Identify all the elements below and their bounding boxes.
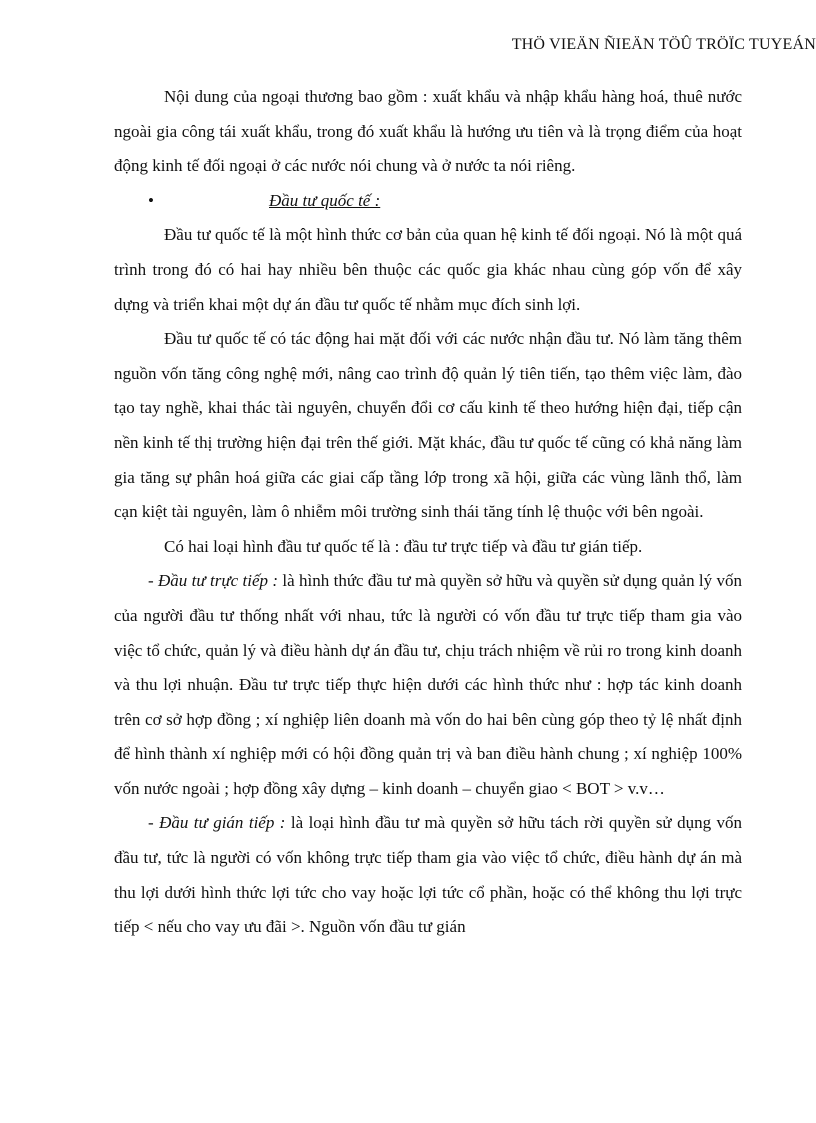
indirect-investment-label: - Đầu tư gián tiếp :	[148, 813, 286, 833]
indirect-investment-text: là loại hình đầu tư mà quyền sở hữu tách rời quyền sử dụng vốn đầu tư, tức là người có vốn không trực tiếp tham gia vào việc tổ chức, điều hành dự án mà thu lợi dưới hình thức lợi tức cho vay hoặc lợi tức cổ phần, hoặc có thể không thu lợi trực tiếp < nếu cho vay ưu đãi >. Nguồn vốn đầu tư gián	[114, 813, 743, 937]
section-heading: Đầu tư quốc tế :	[269, 190, 381, 210]
paragraph-indirect-investment	[114, 806, 742, 944]
section-heading-line	[114, 184, 742, 219]
paragraph-foreign-trade: Nội dung của ngoại thương bao gồm : xuất khẩu và nhập khẩu hàng hoá, thuê nước ngoài gia công tái xuất khẩu, trong đó xuất khẩu là hướng ưu tiên và là trọng điểm của hoạt động kinh tế đối ngoại ở các nước nói chung và ở nước ta nói riêng.	[114, 87, 742, 176]
direct-investment-text: là hình thức đầu tư mà quyền sở hữu và quyền sử dụng quản lý vốn của người đầu tư thống nhất với nhau, tức là người có vốn đầu tư trực tiếp tham gia vào việc tổ chức, quản lý và điều hành dự án đầu tư, chịu trách nhiệm về rủi ro trong kinh doanh và thu lợi nhuận. Đầu tư trực tiếp thực hiện dưới các hình thức như : hợp tác kinh doanh trên cơ sở hợp đồng ; xí nghiệp liên doanh mà vốn do hai bên cùng góp theo tỷ lệ nhất định để hình thành xí nghiệp mới có hội đồng quản trị và ban điều hành chung ; xí nghiệp 100% vốn nước ngoài ; hợp đồng xây dựng – kinh doanh – chuyển giao < BOT > v.v…	[114, 571, 743, 798]
paragraph-investment-definition: Đầu tư quốc tế là một hình thức cơ bản của quan hệ kinh tế đối ngoại. Nó là một quá trình trong đó có hai hay nhiều bên thuộc các quốc gia khác nhau cùng góp vốn để xây dựng và triển khai một dự án đầu tư quốc tế nhằm mục đích sinh lợi.	[114, 225, 742, 314]
paragraph-investment-types: Có hai loại hình đầu tư quốc tế là : đầu tư trực tiếp và đầu tư gián tiếp.	[164, 536, 643, 556]
direct-investment-label: - Đầu tư trực tiếp :	[148, 571, 279, 591]
paragraph-direct-investment	[114, 564, 742, 806]
page-header: THÖ VIEÄN ÑIEÄN TÖÛ TRÖÏC TUYEÁN	[511, 36, 816, 53]
document-body	[114, 80, 742, 945]
paragraph-investment-impact: Đầu tư quốc tế có tác động hai mặt đối với các nước nhận đầu tư. Nó làm tăng thêm nguồn vốn tăng công nghệ mới, nâng cao trình độ quản lý tiên tiến, tạo thêm việc làm, đào tạo tay nghề, khai thác tài nguyên, chuyển đổi cơ cấu kinh tế theo hướng hiện đại, tiếp cận nền kinh tế thị trường hiện đại trên thế giới. Mặt khác, đầu tư quốc tế cũng có khả năng làm gia tăng sự phân hoá giữa các giai cấp tầng lớp trong xã hội, giữa các vùng lãnh thổ, làm cạn kiệt tài nguyên, làm ô nhiễm môi trường sinh thái tăng tính lệ thuộc với bên ngoài.	[114, 329, 742, 522]
bullet-icon: •	[148, 190, 154, 210]
